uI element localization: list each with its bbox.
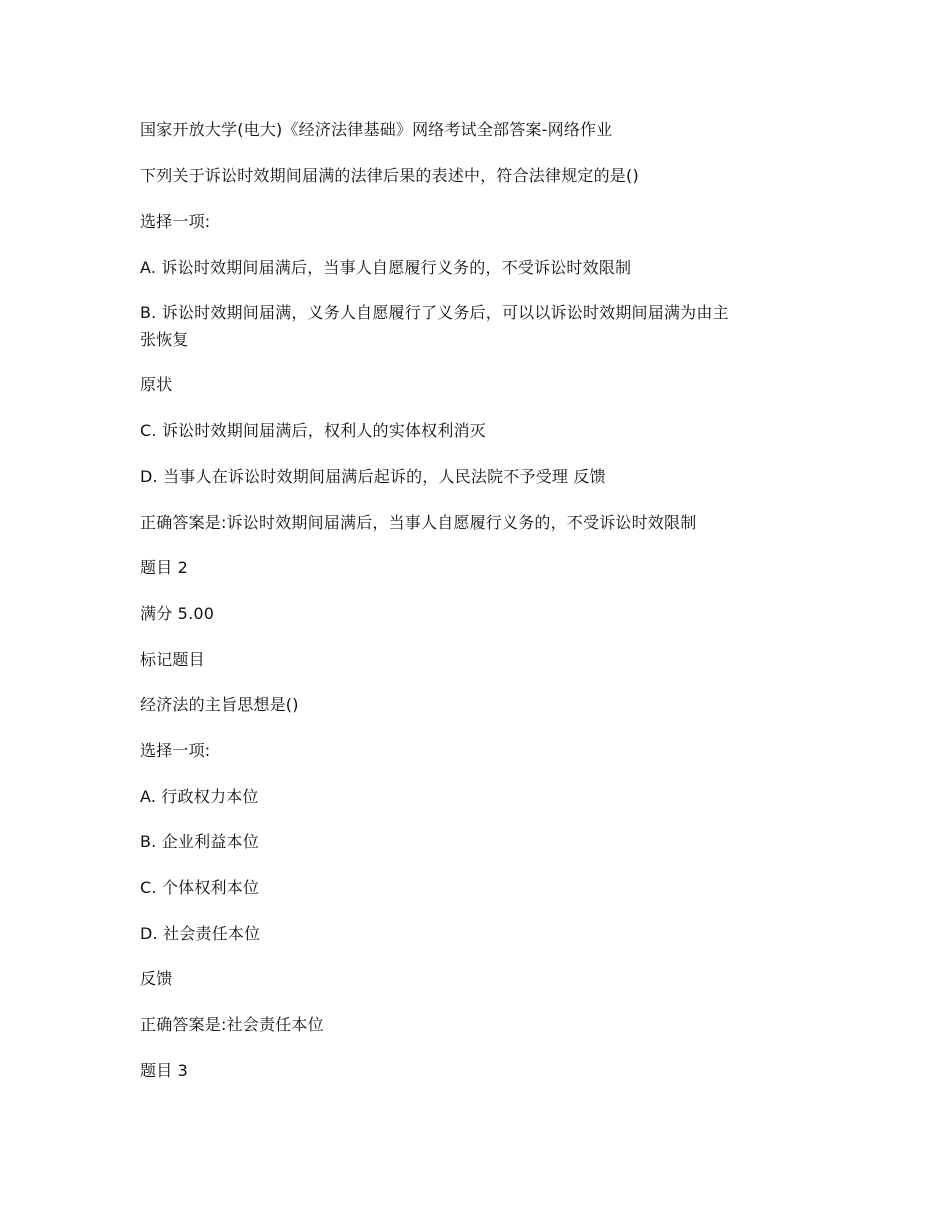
question-2-label: 题目 2	[140, 558, 189, 577]
question-1-option-c: C. 诉讼时效期间届满后，权利人的实体权利消灭	[140, 421, 486, 440]
question-2-option-d: D. 社会责任本位	[140, 924, 261, 943]
document-title: 国家开放大学(电大)《经济法律基础》网络考试全部答案-网络作业	[140, 120, 613, 139]
question-1-option-b-line-2: 张恢复	[140, 330, 189, 349]
question-1-option-a: A. 诉讼时效期间届满后，当事人自愿履行义务的，不受诉讼时效限制	[140, 258, 632, 277]
question-2-flag: 标记题目	[140, 650, 205, 669]
question-1-option-b-line-1: B. 诉讼时效期间届满，义务人自愿履行了义务后，可以以诉讼时效期间届满为由主	[140, 303, 729, 322]
question-2-score: 满分 5.00	[140, 604, 215, 623]
question-1-option-b-line-3: 原状	[140, 375, 173, 394]
question-2-option-a: A. 行政权力本位	[140, 787, 259, 806]
question-1-stem: 下列关于诉讼时效期间届满的法律后果的表述中，符合法律规定的是()	[140, 166, 639, 185]
question-2-option-b: B. 企业利益本位	[140, 832, 259, 851]
question-3-label: 题目 3	[140, 1061, 189, 1080]
question-2-answer: 正确答案是:社会责任本位	[140, 1015, 324, 1034]
question-2-stem: 经济法的主旨思想是()	[140, 695, 299, 714]
question-1-option-d: D. 当事人在诉讼时效期间届满后起诉的，人民法院不予受理 反馈	[140, 467, 606, 486]
question-2-option-c: C. 个体权利本位	[140, 878, 260, 897]
question-2-prompt: 选择一项:	[140, 741, 211, 760]
question-2-feedback: 反馈	[140, 969, 173, 988]
question-1-prompt: 选择一项:	[140, 212, 211, 231]
question-1-answer: 正确答案是:诉讼时效期间届满后，当事人自愿履行义务的，不受诉讼时效限制	[140, 513, 697, 532]
